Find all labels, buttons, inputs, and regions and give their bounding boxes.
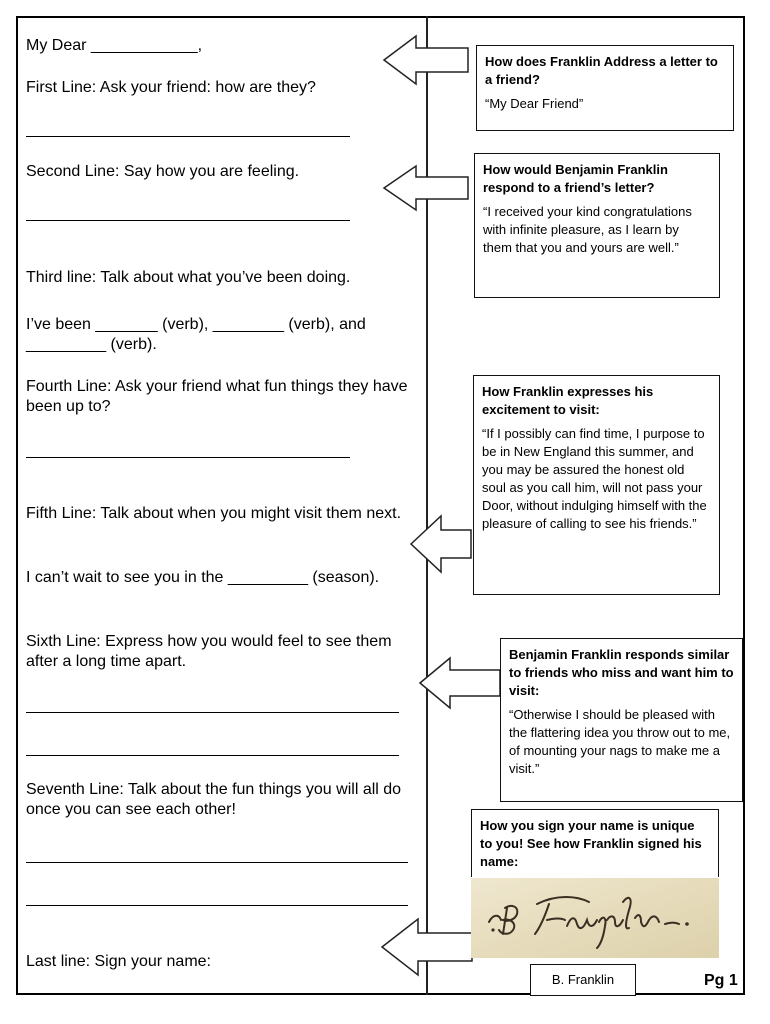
sixth-line-blank-1[interactable] [26,712,399,713]
third-line-prompt: Third line: Talk about what you’ve been doing. [26,269,351,286]
page-number: Pg 1 [704,972,738,989]
fourth-line-blank[interactable] [26,457,350,458]
tip-question: Benjamin Franklin responds similar to friends who miss and want him to visit: [509,647,734,698]
first-line-blank[interactable] [26,136,350,137]
seventh-line-prompt: Seventh Line: Talk about the fun things you will all do once you can see each other! [26,781,402,818]
center-divider-line [426,16,428,995]
first-line-prompt: First Line: Ask your friend: how are they? [26,79,316,96]
tip-answer: “Otherwise I should be pleased with the flattering idea you throw out to me, of mounting your nags to make me a visit.” [509,707,731,776]
second-line-blank[interactable] [26,220,350,221]
tip-answer: “My Dear Friend” [485,96,584,111]
third-line-fill-2: _________ (verb). [26,336,157,353]
seventh-line-blank-2[interactable] [26,905,408,906]
fifth-line-fill: I can’t wait to see you in the _________ (season). [26,569,380,586]
arrow-left-icon [409,514,473,574]
signature-caption: B. Franklin [530,964,636,996]
third-line-fill-1: I’ve been _______ (verb), ________ (verb), and [26,316,366,333]
sixth-line-blank-2[interactable] [26,755,399,756]
tip-answer: “If I possibly can find time, I purpose to be in New England this summer, and you may be assured the honest old soul as you call him, will not pass your Door, without indulging himself with the pleasure of calling to see his friends.” [482,426,707,531]
fifth-line-prompt: Fifth Line: Talk about when you might visit them next. [26,505,402,522]
franklin-signature-image [471,878,719,958]
tip-question: How does Franklin Address a letter to a friend? [485,54,718,87]
tip-box-respond [474,153,720,298]
arrow-left-icon [380,917,474,977]
tip-box-signature [471,809,719,877]
arrow-left-icon [382,164,472,212]
greeting-line: My Dear ____________, [26,37,203,54]
second-line-prompt: Second Line: Say how you are feeling. [26,163,300,180]
fourth-line-prompt: Fourth Line: Ask your friend what fun things they have been up to? [26,378,408,415]
arrow-left-icon [418,656,502,710]
seventh-line-blank-1[interactable] [26,862,408,863]
last-line-prompt: Last line: Sign your name: [26,953,211,970]
tip-box-miss [500,638,743,802]
tip-question: How you sign your name is unique to you! See how Franklin signed his name: [480,818,702,869]
tip-box-address [476,45,734,131]
tip-box-visit [473,375,720,595]
tip-answer: “I received your kind congratulations with infinite pleasure, as I learn by them that you and yours are well.” [483,204,692,255]
tip-question: How Franklin expresses his excitement to visit: [482,384,654,417]
arrow-left-icon [382,34,472,86]
tip-question: How would Benjamin Franklin respond to a friend’s letter? [483,162,668,195]
sixth-line-prompt: Sixth Line: Express how you would feel to see them after a long time apart. [26,633,392,670]
